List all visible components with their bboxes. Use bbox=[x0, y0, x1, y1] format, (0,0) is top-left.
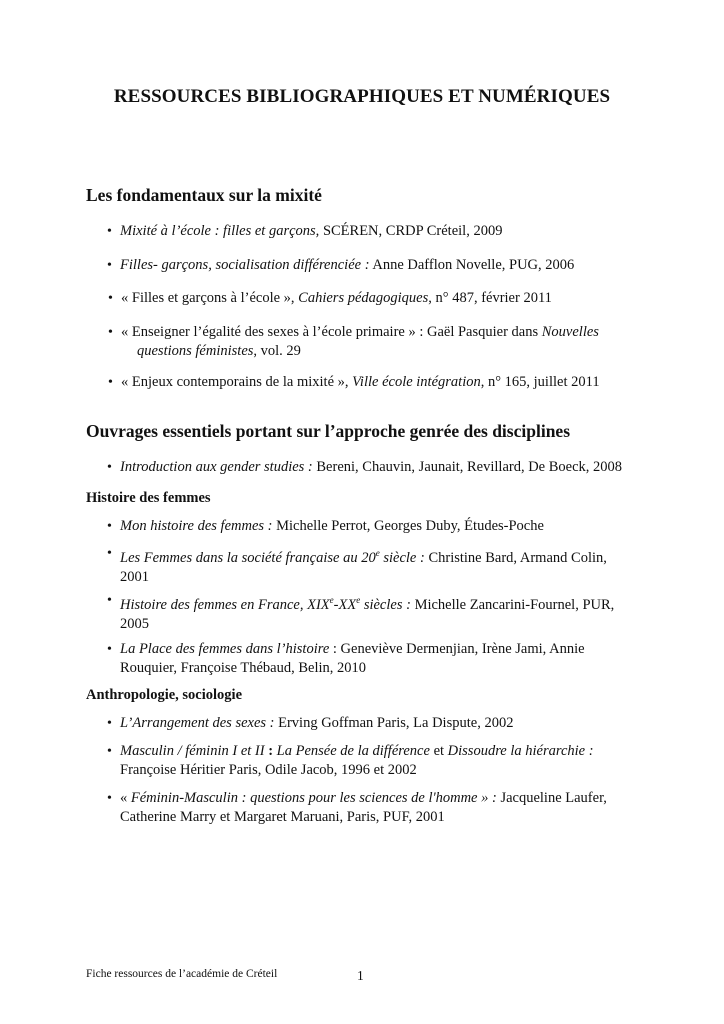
item-details-continued: Rouquier, Françoise Thébaud, Belin, 2010 bbox=[120, 660, 367, 676]
bullet: • bbox=[108, 325, 113, 340]
item-details: Michelle Zancarini-Fournel, PUR, bbox=[410, 596, 615, 613]
bullet: • bbox=[107, 258, 112, 273]
list-item bbox=[108, 373, 600, 392]
item-title: La Place des femmes dans l’histoire bbox=[120, 641, 330, 657]
list-item bbox=[107, 222, 503, 241]
bullet: • bbox=[107, 716, 112, 731]
item-separator: : bbox=[264, 743, 277, 759]
item-details: Bereni, Chauvin, Jaunait, Revillard, De Boeck, 2008 bbox=[312, 459, 623, 475]
item-prefix: « bbox=[120, 790, 131, 806]
item-details: , vol. 29 bbox=[253, 343, 301, 359]
item-details-continued: Françoise Héritier Paris, Odile Jacob, 1996 et 2002 bbox=[120, 762, 417, 778]
bullet: • bbox=[107, 593, 112, 608]
item-details-continued: 2005 bbox=[120, 615, 149, 632]
subsection-heading-histoire: Histoire des femmes bbox=[86, 490, 211, 506]
item-title: L’Arrangement des sexes : bbox=[120, 715, 275, 731]
item-title-continued: questions féministes bbox=[137, 343, 254, 359]
page-title: RESSOURCES BIBLIOGRAPHIQUES ET NUMÉRIQUES bbox=[113, 86, 611, 107]
item-title: Féminin-Masculin : questions pour les sciences de l'homme » : bbox=[130, 790, 497, 806]
item-details: : Geneviève Dermenjian, Irène Jami, Annie bbox=[329, 641, 585, 657]
section-heading-fondamentaux: Les fondamentaux sur la mixité bbox=[86, 185, 322, 205]
item-details: Christine Bard, Armand Colin, bbox=[424, 549, 607, 566]
list-item bbox=[107, 517, 544, 536]
page-footer: Fiche ressources de l’académie de Créteil bbox=[86, 968, 278, 980]
item-title: Histoire des femmes en France, XIXe-XXe siècles : bbox=[120, 595, 411, 613]
item-details: Anne Dafflon Novelle, PUG, 2006 bbox=[369, 257, 575, 273]
bullet: • bbox=[107, 460, 112, 475]
bullet: • bbox=[108, 291, 113, 306]
item-details-continued: 2001 bbox=[120, 568, 149, 585]
bullet: • bbox=[107, 224, 112, 239]
list-item bbox=[107, 544, 607, 587]
item-title: Masculin / féminin I et II bbox=[120, 743, 265, 759]
item-details: Erving Goffman Paris, La Dispute, 2002 bbox=[274, 715, 514, 731]
bullet: • bbox=[107, 642, 112, 657]
bullet: • bbox=[107, 791, 112, 806]
item-subtitle-b: Dissoudre la hiérarchie : bbox=[447, 743, 594, 759]
item-title: Les Femmes dans la société française au 20e siècle : bbox=[120, 548, 425, 566]
item-title: Introduction aux gender studies : bbox=[120, 459, 313, 475]
subsection-heading-anthropologie: Anthropologie, sociologie bbox=[86, 687, 243, 703]
item-title: Ville école intégration bbox=[352, 374, 481, 390]
bullet: • bbox=[107, 744, 112, 759]
item-details: , n° 487, février 2011 bbox=[428, 290, 552, 306]
bullet: • bbox=[107, 546, 112, 561]
list-item bbox=[108, 323, 599, 361]
section-heading-ouvrages: Ouvrages essentiels portant sur l’approche genrée des disciplines bbox=[86, 421, 571, 441]
item-title: Filles- garçons, socialisation différenciée : bbox=[120, 257, 370, 273]
list-item bbox=[107, 591, 615, 634]
item-prefix: « Enjeux contemporains de la mixité », bbox=[121, 374, 353, 390]
list-item bbox=[107, 256, 575, 275]
item-prefix: « Filles et garçons à l’école », bbox=[121, 290, 299, 306]
item-details: Michelle Perrot, Georges Duby, Études-Poche bbox=[272, 518, 544, 534]
page-number: 1 bbox=[357, 968, 364, 983]
list-item bbox=[108, 289, 552, 308]
item-title: Mixité à l’école : filles et garçons, bbox=[120, 223, 320, 239]
item-details: , n° 165, juillet 2011 bbox=[480, 374, 600, 390]
item-title: Cahiers pédagogiques bbox=[298, 290, 429, 306]
item-subtitle-a: La Pensée de la différence bbox=[276, 743, 430, 759]
bullet: • bbox=[107, 519, 112, 534]
bullet: • bbox=[108, 375, 113, 390]
item-details-continued: Catherine Marry et Margaret Maruani, Paris, PUF, 2001 bbox=[120, 809, 445, 825]
list-item bbox=[107, 742, 594, 780]
item-title: Mon histoire des femmes : bbox=[120, 518, 273, 534]
item-title: Nouvelles bbox=[541, 324, 599, 340]
item-conjunction: et bbox=[429, 743, 448, 759]
item-prefix: « Enseigner l’égalité des sexes à l’école primaire » : Gaël Pasquier dans bbox=[121, 324, 542, 340]
list-item bbox=[107, 458, 623, 477]
list-item bbox=[107, 714, 514, 733]
item-details: SCÉREN, CRDP Créteil, 2009 bbox=[319, 223, 503, 239]
list-item bbox=[107, 789, 607, 827]
list-item bbox=[107, 640, 585, 678]
item-details: Jacqueline Laufer, bbox=[496, 790, 607, 806]
